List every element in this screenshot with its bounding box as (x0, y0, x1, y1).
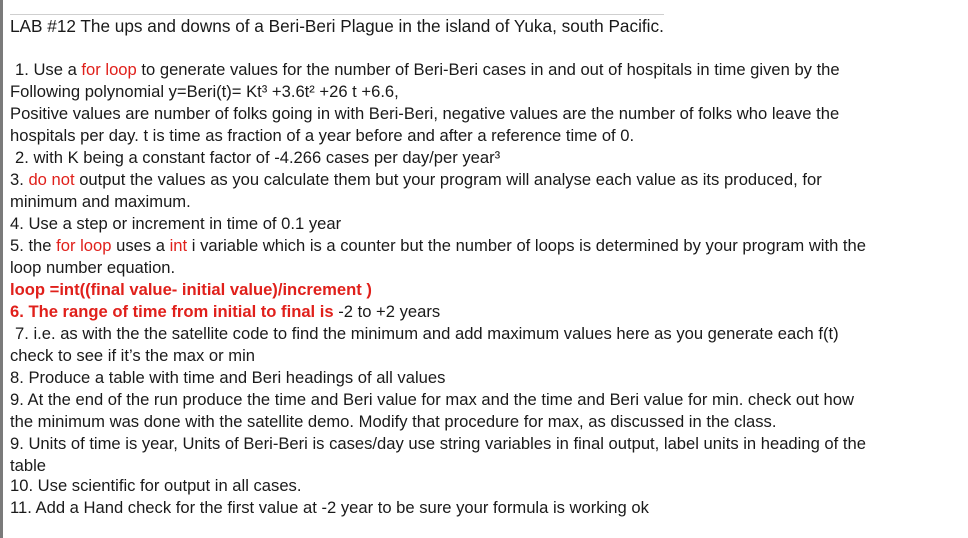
int-keyword: int (169, 236, 188, 255)
item-2: 2. with K being a constant factor of -4.266 cases per day/per year³ (15, 148, 501, 167)
item-7-line-2: check to see if it’s the max or min (10, 346, 256, 365)
item-9b-line-2: table (10, 456, 46, 475)
item-1-line-3: Positive values are number of folks going in with Beri-Beri, negative values are the number of folks who leave the (10, 104, 840, 123)
for-loop-keyword-2: for loop (56, 236, 112, 255)
item-1-line-1 (10, 59, 840, 81)
item-1-line-4: hospitals per day. t is time as fraction of a year before and after a reference time of 0. (10, 126, 635, 145)
item-6 (10, 301, 440, 323)
item-5-line-2: loop number equation. (10, 258, 176, 277)
item-10: 10. Use scientific for output in all cases. (10, 476, 302, 495)
item-1-text: 1. Use a (15, 60, 82, 79)
item-5-line-1 (10, 235, 866, 257)
for-loop-keyword: for loop (81, 60, 137, 79)
item-11: 11. Add a Hand check for the first value at -2 year to be sure your formula is working ok (10, 498, 649, 517)
item-9a-line-1: 9. At the end of the run produce the time and Beri value for max and the time and Beri value for min. check out how (10, 390, 854, 409)
item-3-text-cont: output the values as you calculate them but your program will analyse each value as its produced, for (74, 170, 822, 189)
item-1-line-2: Following polynomial y=Beri(t)= Kt³ +3.6t² +26 t +6.6, (10, 82, 399, 101)
item-6-label: 6. The range of time from initial to final is (10, 302, 334, 321)
item-6-range: -2 to +2 years (333, 302, 441, 321)
item-9a-line-2: the minimum was done with the satellite demo. Modify that procedure for max, as discussed in the class. (10, 412, 777, 431)
do-not-keyword: do not (28, 170, 75, 189)
item-5-text-cont: i variable which is a counter but the number of loops is determined by your program with the (187, 236, 867, 255)
item-3-line-2: minimum and maximum. (10, 192, 191, 211)
item-9b-line-1: 9. Units of time is year, Units of Beri-Beri is cases/day use string variables in final output, label units in heading of the (10, 434, 866, 453)
item-1-text-cont: to generate values for the number of Beri-Beri cases in and out of hospitals in time given by the (136, 60, 840, 79)
item-3-line-1 (10, 169, 822, 191)
loop-equation: loop =int((final value- initial value)/increment ) (10, 280, 372, 299)
item-4: 4. Use a step or increment in time of 0.1 year (10, 214, 342, 233)
lab-title: LAB #12 The ups and downs of a Beri-Beri Plague in the island of Yuka, south Pacific. (10, 16, 664, 36)
item-5-text: 5. the (10, 236, 57, 255)
item-8: 8. Produce a table with time and Beri headings of all values (10, 368, 446, 387)
item-7-line-1: 7. i.e. as with the the satellite code to find the minimum and add maximum values here as you generate each f(t) (15, 324, 839, 343)
item-5-text-mid: uses a (111, 236, 170, 255)
item-3-text: 3. (10, 170, 29, 189)
